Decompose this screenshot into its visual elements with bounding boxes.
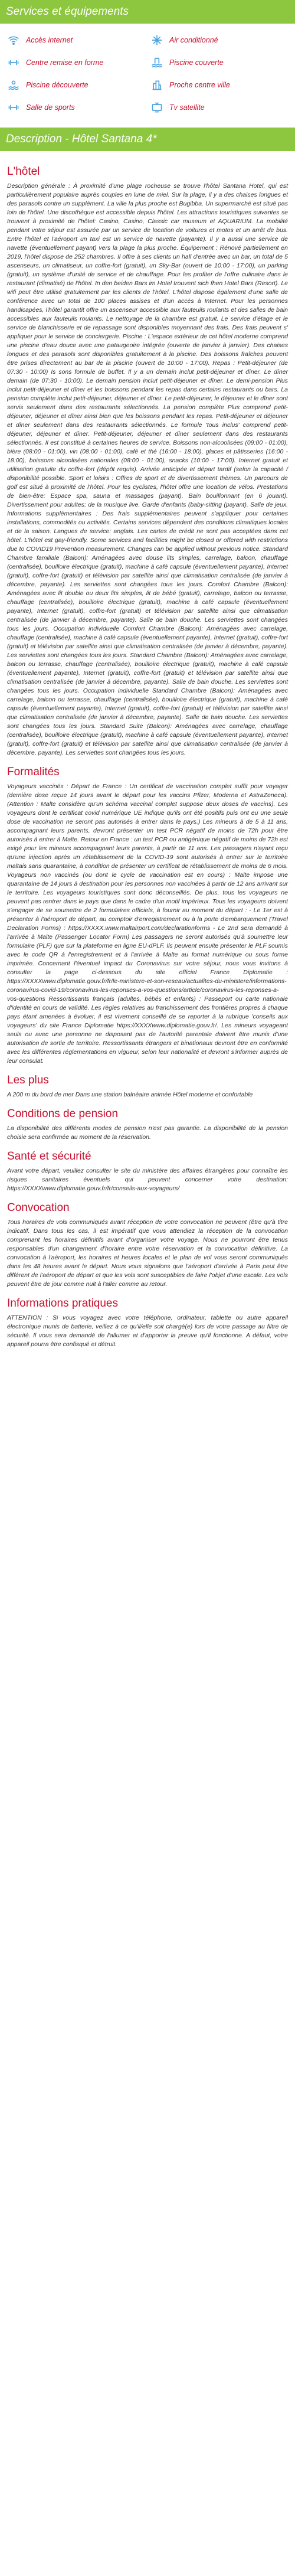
wifi-icon [7,34,20,47]
section-title: Convocation [7,1202,70,1214]
section-text: Description générale : À proximité d'une plage rocheuse se trouve l'hôtel Santana Hotel, qui est particulièrement populaire auprès couples en lune de miel. Sur la plage, il y a des chaises longues et des parasols contre un supplément. La ville la plus proche est Bugibba. Un supermarché est situé pas loin de l'hôtel. Une discothèque est accessible depuis l'hôtel. Les attractions touristiques suivantes se trouvent à proximité de l'hôtel: Casino, Casino, Classic car museum et AQUARIUM. La mobilité pendant votre séjour est assurée par un service de location de voitures et motos et un arrêt de bus. Entre l'hôtel et l'aéroport un taxi est un service de navette (payante). Il y a aussi une service de navette (éventuellement payant) vers la plage la plus proche. Équipement : Rénové partiellement en 2019, l'hôtel dispose de 252 chambres. Il offre à ses clients un hall d'entrée avec un bar, un total de 5 ascenseurs, un climatiseur, un coffre-fort (gratuit), un Sky-Bar (ouvert de 10:00 - 17:00), un parking (gratuit), un système d'unité de service et de chauffage. Pour les profiter de l'offre culinaire dans le restaurant (climatisé) de l'hôtel. In den beiden Bars im Hotel trouvent sich fhen Hotel Bars (Resort). Le wifi peut être utilisé gratuitement par les clients de l'hôtel. L'hôtel dispose également d'une salle de conférence avec un total de 100 places assises et d'un accès à Internet. Pour les personnes handicapées, l'hôtel garantit offre un ascenseur accessible aux fauteuils roulants et des salles de bain accessibles aux fauteuils roulants. Le nettoyage de la chambre est gratuit. Le service d'étage et le service de blanchisserie et de repassage sont disponibles moyennant des frais. Des frais peuvent s' appliquer pour le service de conciergerie. Piscine : L'espace extérieur de cet hôtel moderne comprend une piscine d'eau douce avec une pataugeoire intégrée (ouverte de janvier à janvier). Des chaises longues et des parasols sont disponibles gratuitement à la piscine. Des boissons fraîches peuvent être prises directement au bar de la piscine (ouvert de 10:00 - 17:00). Repas : Petit-déjeuner (de 07:30 - 10:00) Is sons formule de buffet. Il y a un demain inclut petit-déjeuner et dîner. Le dîner demain (de 07:30 - 10:00). Le demain pension inclut petit-déjeuner et dîner. Le demi-pension Plus inclut petit-déjeuner et dîner et les boissons pendant les repas dans certains restaurants ou bars. La pension complète inclut petit-déjeuner, déjeuner et dîner. Le petit-déjeuner, le déjeuner et le dîner sont servis seulement dans des restaurants sélectionnés. La pension complète Plus comprend petit-déjeuner, déjeuner et dîner ainsi bien que les boissons pendant les repas. Petit-déjeuner et déjeuner et dîner seulement dans des restaurants sélectionnés. Le formule 'tous inclus' comprend petit-déjeuner, déjeuner et dîner. Petit-déjeuner, déjeuner et dîner seulement dans des restaurants sélectionnés. Il est constitué à certaines heures de service. Boissons non-alcoolisées (09:00 - 01:00), bière (08:00 - 01:00), vin (08:00 - 01:00), café et thé (16:00 - 18:00), glaces et pâtisseries (16:00 - 18:00), boissons alcoolisées nationales (08:00 - 01:00), snacks (10:00 - 17:00). Internet gratuit et utilisation gratuite du coffre-fort (dépôt requis). Arrivée anticipée et départ tardif (selon la capacité / disponibilité possible. Sport et loisirs : Offres de sport et de divertissement thèmes. Un parcours de golf est situé à proximité de l'hôtel. Pour les cyclistes, l'hôtel offre une location de vélos. Prestations de bien-être: Espace spa, sauna et massages (payant). Bain bouillonnant (en 6 jouant). Divertissement pour adultes: de la musique live. Garde d'enfants (baby-sitting (payant). Salle de jeux. Informations supplémentaires : Des frais supplémentaires peuvent s'appliquer pour certaines installations, commodités ou activités. Certains services dépendent des conditions climatiques locales et de la saison. Langues de service: anglais. Les cartes de crédit ne sont pas acceptées dans cet hôtel. L'hôtel est gay-friendly. Some services and facilities might be closed or offered with restrictions due to COVID19 Prevention measurement. Changes can be applied without previous notice. Standard Chambre familiale (Balcon): Aménagées avec douse lits simples, carrelage, balcon, chauffage (centralisée), bouilloire électrique (gratuit), machine à café capsule (éventuellement payante), Internet (gratuit), coffre-fort (gratuit) et télévision par satellite ainsi que climatisation centralisée (de janvier à décembre, payante). Les serviettes sont changées tous les jours. Comfort Chambre (Balcon): Aménagées avec lit double ou deux lits simples, lit de bébé (gratuit), carrelage, balcon ou terrasse, chauffage (centralisée), bouilloire électrique (gratuit), machine à café capsule (éventuellement payante), Internet (gratuit), coffre-fort (gratuit) et télévision par satellite ainsi que climatisation centralisée (de janvier à décembre, payante). Salle de bain douche. Les serviettes sont changées tous les jours. Occupation individuelle Comfort Chambre (Balcon): Aménagées avec carrelage, chauffage (centralisée), machine à café capsule (éventuellement payante), Internet (gratuit), coffre-fort (gratuit) et télévision par satellite ainsi que climatisation centralisée (de janvier à décembre, payante). Les serviettes sont changées tous les jours. Standard Chambre (Balcon): Aménagées avec carrelage, balcon ou terrasse, chauffage (centralisée), bouilloire électrique (gratuit), machine à café capsule (éventuellement payante), Internet (gratuit), coffre-fort (gratuit) et télévision par satellite ainsi que climatisation centralisée (de janvier à décembre, payante). Salle de bain douche. Les serviettes sont changées tous les jours. Occupation individuelle Standard Chambre (Balcon): Aménagées avec carrelage, balcon ou terrasse, chauffage (centralisée), bouilloire électrique (gratuit), machine à café capsule (éventuellement payante), Internet (gratuit), coffre-fort (gratuit) et télévision par satellite ainsi que climatisation centralisée (de janvier à décembre, payante). Salle de bain douche. Les serviettes sont changées tous les jours. Standard Suite (Balcon): Aménagées avec carrelage, chauffage (centralisée), bouilloire électrique (gratuit), machine à café capsule (éventuellement payante), Internet (gratuit), coffre-fort (gratuit) et télévision par satellite ainsi que climatisation centralisée (de janvier à décembre, payante). Les serviettes sont changées tous les jours. [7,182,288,756]
service-label: Salle de sports [26,103,75,112]
section-title: L'hôtel [7,165,40,178]
service-item [150,32,288,48]
service-item [7,99,145,116]
tv-icon [150,101,163,114]
service-item [7,32,145,48]
section-title: Les plus [7,1074,49,1086]
dumbbell-icon [7,56,20,69]
snowflake-icon [150,34,163,47]
section-text: Avant votre départ, veuillez consulter le site du ministère des affaires étrangères pour connaître les risques sanitaires éventuels qui peuvent concerner votre destination: https://XXXXwww.diplomatie.gouv.fr/fr/conseils-aux-voyageurs/ [7,1167,288,1192]
section-text: ATTENTION : Si vous voyagez avec votre téléphone, ordinateur, tablette ou autre appareil électronique munis de batterie, veillez à ce qu'il/elle soit chargé(e) lors de votre passage au filtre de sécurité. Il vous sera demandé de l'allumer et d'apporter la preuve qu'il fonctionne. A défaut, votre appareil pourra être confisqué et détruit. [7,1314,288,1348]
service-item [150,77,288,93]
dumbbell-icon [7,101,20,114]
section-title: Formalités [7,766,60,778]
service-item [150,99,288,116]
section-text: Tous horaires de vols communiqués avant réception de votre convocation ne peuvent (être qu'à titre indicatif. Dans tous les cas, il est impératif que vous attendiez la réception de la convocation comprenant les horaires définitifs avant d'organiser votre voyage. Nous ne pourront être tenus responsables d'un changement d'horaire entre votre réservation et la convocation définitive. La convocation à l'aéroport, les horaires et heures locales et le plan de vol vous seront communiqués dans les 48 heures avant le départ. Nous vous signalons que l'aéroport d'arrivée à Paris peut être différent de l'aéroport de départ et que les vols sont susceptibles de faire l'objet d'une escale. Les vols peuvent être de jour comme nuit à l'aller comme au retour. [7,1219,288,1288]
service-item [7,54,145,71]
service-label: Piscine couverte [169,58,224,67]
service-label: Piscine découverte [26,81,88,89]
city-icon [150,79,163,92]
service-label: Accès internet [26,36,73,44]
services-header: Services et équipements [0,0,295,24]
section-text: Voyageurs vaccinés : Départ de France : Un certificat de vaccination complet suffit pour voyager (dernière dose reçue 14 jours avant le départ pour les vaccins Pfizer, Moderna et AstraZeneca). (Attention : Malte considère qu'un schéma vaccinal complet suppose deux doses de vaccins). Les voyageurs dont le certificat covid numérique UE indique qu'ils ont été positifs puis ont eu une seule dose de vaccination ne seront pas autorisés à entrer dans le pays.) Les mineurs à de 5 à 11 ans, accompagnant leurs parents, devront présenter un test PCR négatif de moins de 72h pour être autorisés à entrer à Malte. Retour en France : un test PCR ou antigénique négatif de moins de 72h est exigé pour les mineurs accompagnant leurs parents, à partir de 11 ans. Les passagers n'ayant reçu qu'une injection après un rétablissement de la COVID-19 sont autorisés à entrer sur le territoire maltais sans quarantaine, à condition de présenter un certificat de rétablissement de moins de 6 mois. Voyageurs non vaccinés (ou dont le cycle de vaccination est en cours) : Malte impose une quarantaine de 14 jours à destination pour les personnes non vaccinées à partir de 12 ans arrivant sur le territoire. Les voyageurs touristiques sont donc déconseillés. De plus, tous les voyageurs ne peuvent pas rentrer dans le pays que dans le cadre d'un motif impérieux. Tous les voyageurs doivent s'engager de se soumettre de 2 formulaires officiels, à fournir au moment du départ : - Le 1er est à présenter à l'aéroport de départ, au comptoir d'enregistrement ou à la porte d'embarquement (Travel Declaration Forms) : https://XXXX.www.maltairport.com/declarationforms - Le 2nd sera demandé à l'arrivée à Malte (Passenger Locator Form) Les passagers ne seront autorisés qu'à soumettre leur formulaire (PLF) que sur la plateforme en ligne EU-dPLF. Ils peuvent ensuite présenter le PLF soumis avec le code QR à l'enregistrement et à l'arrivée à Malte au format numérique ou sous forme imprimée. Concernant l'éventuel impact du Coronavirus sur votre séjour, nous vous invitons à consulter la page ci-dessous du site officiel France Diplomatie : https://XXXXwww.diplomatie.gouv.fr/fr/le-ministere-et-son-reseau/actualites-du-ministere/informations-coronavirus-covid-19/coronavirus-les-reponses-a-vos-questions/article/coronavirus-les-reponses-a-vos-questions Ressortissants français (adultes, bébés et enfants) : Passeport ou carte nationale d'identité en cours de validité. Les règles relatives au franchissement des frontières propres à chaque pays étant amenées à évoluer, il est vivement conseillé de se reporter à la rubrique 'conseils aux voyageurs' du site France Diplomatie https://XXXXwww.diplomatie.gouv.fr/. Les mineurs voyageant seuls ou avec une personne ne disposant pas de l'autorité parentale doivent être munis d'une autorisation de sortie de territoire. Ressortissants étrangers et binationaux devront être en conformité avec les différentes réglementations en vigueur, selon leur nationalité et devront s'informer auprès de leur consulat. [7,783,288,1065]
section-title: Conditions de pension [7,1108,119,1120]
pool-icon [150,56,163,69]
section-title: Santé et sécurité [7,1150,91,1163]
section-text: La disponibilité des différents modes de pension n'est pas garantie. La disponibilité de la pension choisie sera confirmée au moment de la réservation. [7,1125,288,1141]
service-label: Centre remise en forme [26,58,104,67]
description-header: Description - Hôtel Santana 4* [0,128,295,151]
service-label: Proche centre ville [169,81,230,89]
service-label: Tv satellite [169,103,205,112]
service-item [7,77,145,93]
section-text: A 200 m du bord de mer Dans une station balnéaire animée Hôtel moderne et confortable [7,1091,253,1098]
service-label: Air conditionné [169,36,218,44]
services-grid [0,24,295,120]
description-content [0,151,295,1369]
service-item [150,54,288,71]
pool-icon [7,79,20,92]
section-title: Informations pratiques [7,1297,118,1310]
